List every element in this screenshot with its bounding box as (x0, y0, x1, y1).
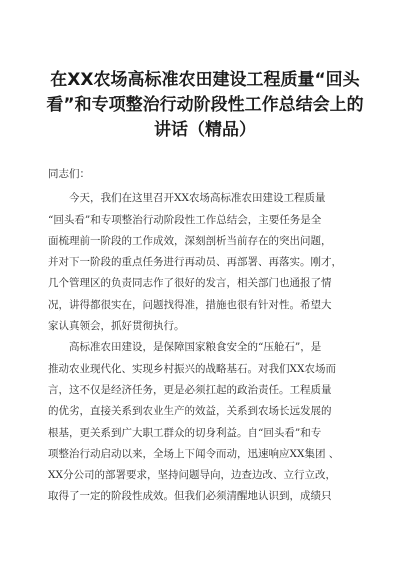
paragraph-line: 几个管理区的负责同志作了很好的发言，相关部门也通报了情 (48, 277, 332, 290)
paragraph-line: 言，这不仅是经济任务，更是必须扛起的政治责任。工程质量 (48, 383, 332, 396)
paragraph-line: 今天，我们在这里召开XX农场高标准农田建设工程质量 (69, 192, 326, 205)
paragraph-line: 况，讲得都很实在，问题找得准，措施也很有针对性。希望大 (48, 298, 332, 311)
paragraph-line: 的优劣，直接关系到农业生产的效益，关系到农场长远发展的 (48, 405, 332, 418)
paragraph-1 (48, 188, 364, 337)
document-title (40, 68, 370, 143)
paragraph-line: XX分公司的部署要求，坚持问题导向，边查边改、立行立改， (48, 469, 336, 482)
paragraph-2 (48, 337, 364, 507)
paragraph-line: “回头看”和专项整治行动阶段性工作总结会，主要任务是全 (48, 213, 322, 226)
paragraph-line: 面梳理前一阶段的工作成效，深刻剖析当前存在的突出问题， (48, 234, 332, 247)
document-body (48, 164, 364, 508)
title-line: 看”和专项整治行动阶段性工作总结会上的 (46, 95, 364, 115)
paragraph-line: 项整治行动启动以来，全场上下闻令而动，迅速响应XX集团 、 (48, 447, 340, 460)
paragraph-line: 并对下一阶段的重点任务进行再动员、再部署、再落实。刚才， (48, 256, 342, 269)
title-line: 讲话（精品） (154, 120, 256, 140)
paragraph-line: 取得了一定的阶段性成效。但我们必须清醒地认识到，成绩只 (48, 490, 332, 503)
paragraph-line: 推动农业现代化、实现乡村振兴的战略基石。对我们XX农场而 (48, 362, 336, 375)
paragraph-line: 根基，更关系到广大职工群众的切身利益。自“回头看”和专 (48, 426, 322, 439)
title-line: 在XX农场高标准农田建设工程质量“回头 (50, 70, 360, 90)
paragraph-line: 家认真领会，抓好贯彻执行。 (48, 320, 185, 333)
salutation: 同志们： (48, 168, 90, 180)
paragraph-line: 高标准农田建设，是保障国家粮食安全的“压舱石”，是 (69, 341, 322, 354)
